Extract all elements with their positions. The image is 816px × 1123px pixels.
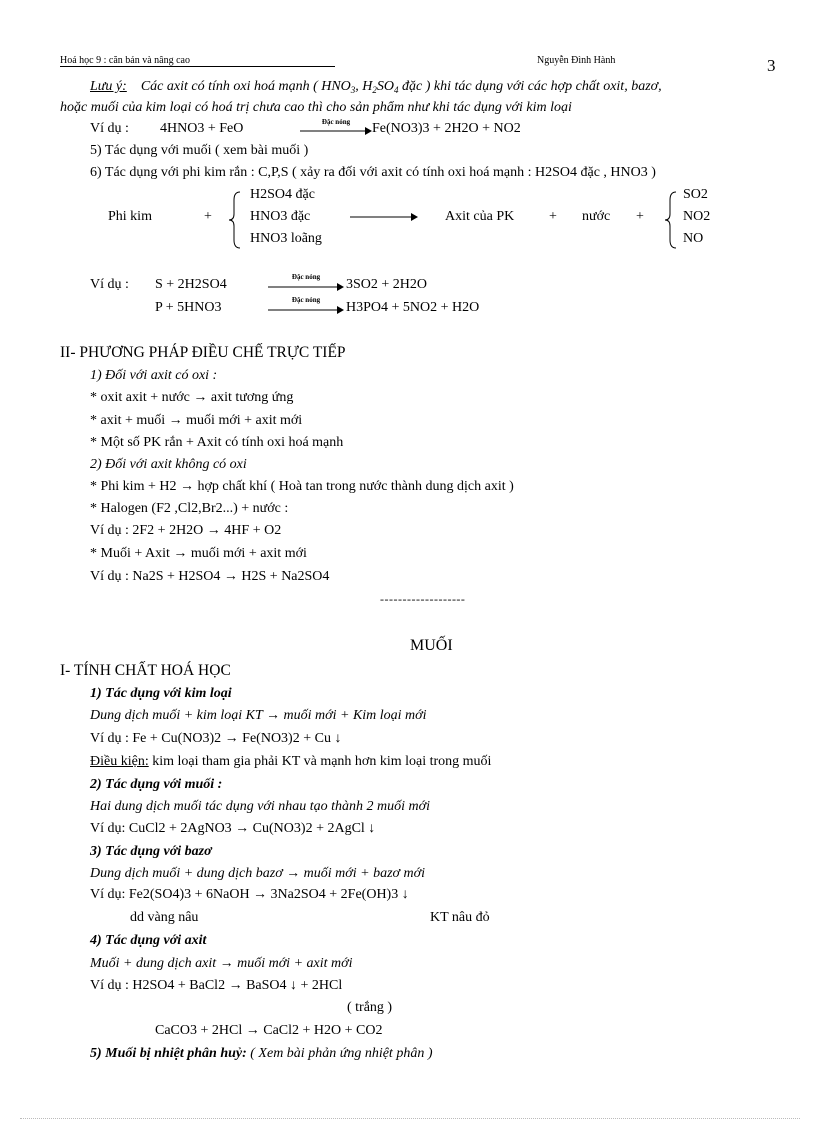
scheme-water: nước bbox=[582, 209, 611, 224]
s3-heading-1: 1) Tác dụng với kim loại bbox=[90, 686, 232, 701]
item-6: 6) Tác dụng với phi kim rắn : C,P,S ( xảy ra đối với axit có tính oxi hoá mạnh : H2SO4 đặc , HNO3 ) bbox=[90, 165, 656, 180]
s3-line-3c-right: KT nâu đỏ bbox=[430, 910, 490, 925]
arrow-label-1: Đặc nóng bbox=[321, 118, 351, 126]
reaction-arrow-3 bbox=[268, 305, 344, 315]
scheme-reagent-3: HNO3 loãng bbox=[250, 231, 322, 246]
section-2-line-6: Ví dụ : 2F2 + 2H2O → 4HF + O2 bbox=[90, 523, 282, 538]
s3-line-1c: Điều kiện: kim loại tham gia phải KT và mạnh hơn kim loại trong muối bbox=[90, 754, 492, 769]
s3-heading-5: 5) Muối bị nhiệt phân huỷ: ( Xem bài phản ứng nhiệt phân ) bbox=[90, 1046, 433, 1061]
s3-line-3b: Ví dụ: Fe2(SO4)3 + 6NaOH → 3Na2SO4 + 2Fe(OH)3 ↓ bbox=[90, 887, 409, 902]
s3-heading-2: 2) Tác dụng với muối : bbox=[90, 777, 223, 792]
scheme-plus-3: + bbox=[636, 209, 644, 224]
reaction-arrow-1 bbox=[300, 126, 372, 136]
s3-line-4d: CaCO3 + 2HCl → CaCl2 + H2O + CO2 bbox=[155, 1023, 383, 1038]
s3-heading-3: 3) Tác dụng với bazơ bbox=[90, 844, 212, 859]
example-2-label: Ví dụ : bbox=[90, 277, 129, 292]
ex2-r2-lhs: P + 5HNO3 bbox=[155, 300, 222, 315]
example-1-lhs bbox=[160, 120, 243, 138]
s3-line-1b: Ví dụ : Fe + Cu(NO3)2 → Fe(NO3)2 + Cu ↓ bbox=[90, 731, 342, 746]
ex1-lhs-text: 4HNO3 + FeO bbox=[160, 121, 244, 136]
footer-dotted-line bbox=[20, 1118, 800, 1119]
reaction-arrow-2 bbox=[268, 282, 344, 292]
scheme-gas-1: SO2 bbox=[683, 187, 708, 202]
right-brace bbox=[664, 190, 678, 250]
condition-label: Điều kiện: bbox=[90, 754, 149, 769]
ex2-r1-rhs: 3SO2 + 2H2O bbox=[346, 277, 428, 292]
item-5: 5) Tác dụng với muối ( xem bài muối ) bbox=[90, 143, 309, 158]
s3-line-4b: Ví dụ : H2SO4 + BaCl2 → BaSO4 ↓ + 2HCl bbox=[90, 978, 343, 993]
section-2-title: II- PHƯƠNG PHÁP ĐIỀU CHẾ TRỰC TIẾP bbox=[60, 344, 346, 361]
example-1-label: Ví dụ : bbox=[90, 121, 129, 136]
divider: ------------------- bbox=[380, 592, 466, 606]
header-left-text: Hoá học 9 : căn bản và nâng cao bbox=[60, 55, 190, 66]
ex2-r2-rhs: H3PO4 + 5NO2 + H2O bbox=[346, 300, 480, 315]
section-3-title: I- TÍNH CHẤT HOÁ HỌC bbox=[60, 662, 231, 679]
scheme-phikim: Phi kim bbox=[108, 209, 152, 224]
s3-line-2a: Hai dung dịch muối tác dụng với nhau tạo thành 2 muối mới bbox=[90, 799, 431, 814]
s3-line-4c: ( trắng ) bbox=[347, 1000, 393, 1015]
scheme-product: Axit của PK bbox=[445, 209, 515, 224]
scheme-arrow bbox=[350, 212, 418, 222]
page-number: 3 bbox=[767, 56, 776, 75]
note-label: Lưu ý: bbox=[90, 79, 127, 94]
scheme-gas-2: NO2 bbox=[683, 209, 711, 224]
note-line-1: Lưu ý: Các axit có tính oxi hoá mạnh ( $HNO_3$, $H_2SO_4$ đặc ) khi tác dụng với các hợp chất oxit, bazơ, bbox=[90, 79, 662, 95]
arrow-label-2: Đặc nóng bbox=[291, 273, 321, 281]
scheme-plus-2: + bbox=[549, 209, 557, 224]
scheme-reagent-1: H2SO4 đặc bbox=[250, 187, 315, 202]
s3-heading-4: 4) Tác dụng với axit bbox=[90, 933, 207, 948]
section-2-sub2: 2) Đối với axit không có oxi bbox=[90, 457, 247, 472]
scheme-gas-3: NO bbox=[683, 231, 704, 246]
header-underline bbox=[60, 66, 335, 67]
arrow-label-3: Đặc nóng bbox=[291, 296, 321, 304]
scheme-reagent-2: HNO3 đặc bbox=[250, 209, 311, 224]
s3-line-2b: Ví dụ: CuCl2 + 2AgNO3 → Cu(NO3)2 + 2AgCl ↓ bbox=[90, 821, 376, 836]
muoi-title: MUỐI bbox=[410, 637, 453, 654]
section-2-line-8: Ví dụ : Na2S + H2SO4 → H2S + Na2SO4 bbox=[90, 569, 330, 584]
section-2-line-3: * Một số PK rắn + Axit có tính oxi hoá mạnh bbox=[90, 435, 344, 450]
s3-line-3a: Dung dịch muối + dung dịch bazơ → muối mới + bazơ mới bbox=[90, 866, 425, 881]
ex2-r1-lhs: S + 2H2SO4 bbox=[155, 277, 227, 292]
note-line-2: hoặc muối của kim loại có hoá trị chưa cao thì cho sản phẩm như khi tác dụng với kim loại bbox=[60, 100, 572, 115]
example-1-rhs: Fe(NO3)3 + 2H2O + NO2 bbox=[372, 121, 521, 136]
scheme-plus-1: + bbox=[204, 209, 212, 224]
section-2-line-2: * axit + muối → muối mới + axit mới bbox=[90, 413, 303, 428]
s3-line-4a: Muối + dung dịch axit → muối mới + axit mới bbox=[90, 956, 353, 971]
section-2-sub1: 1) Đối với axit có oxi : bbox=[90, 368, 218, 383]
section-2-line-7: * Muối + Axit → muối mới + axit mới bbox=[90, 546, 307, 561]
header-author: Nguyễn Đình Hành bbox=[537, 55, 616, 66]
section-2-line-1: * oxit axit + nước → axit tương ứng bbox=[90, 390, 294, 405]
s3-line-3c-left: dd vàng nâu bbox=[130, 910, 199, 925]
left-brace bbox=[228, 190, 242, 250]
section-2-line-4: * Phi kim + H2 → hợp chất khí ( Hoà tan trong nước thành dung dịch axit ) bbox=[90, 479, 514, 494]
section-2-line-5: * Halogen (F2 ,Cl2,Br2...) + nước : bbox=[90, 501, 289, 516]
s3-line-1a: Dung dịch muối + kim loại KT → muối mới + Kim loại mới bbox=[90, 708, 427, 723]
